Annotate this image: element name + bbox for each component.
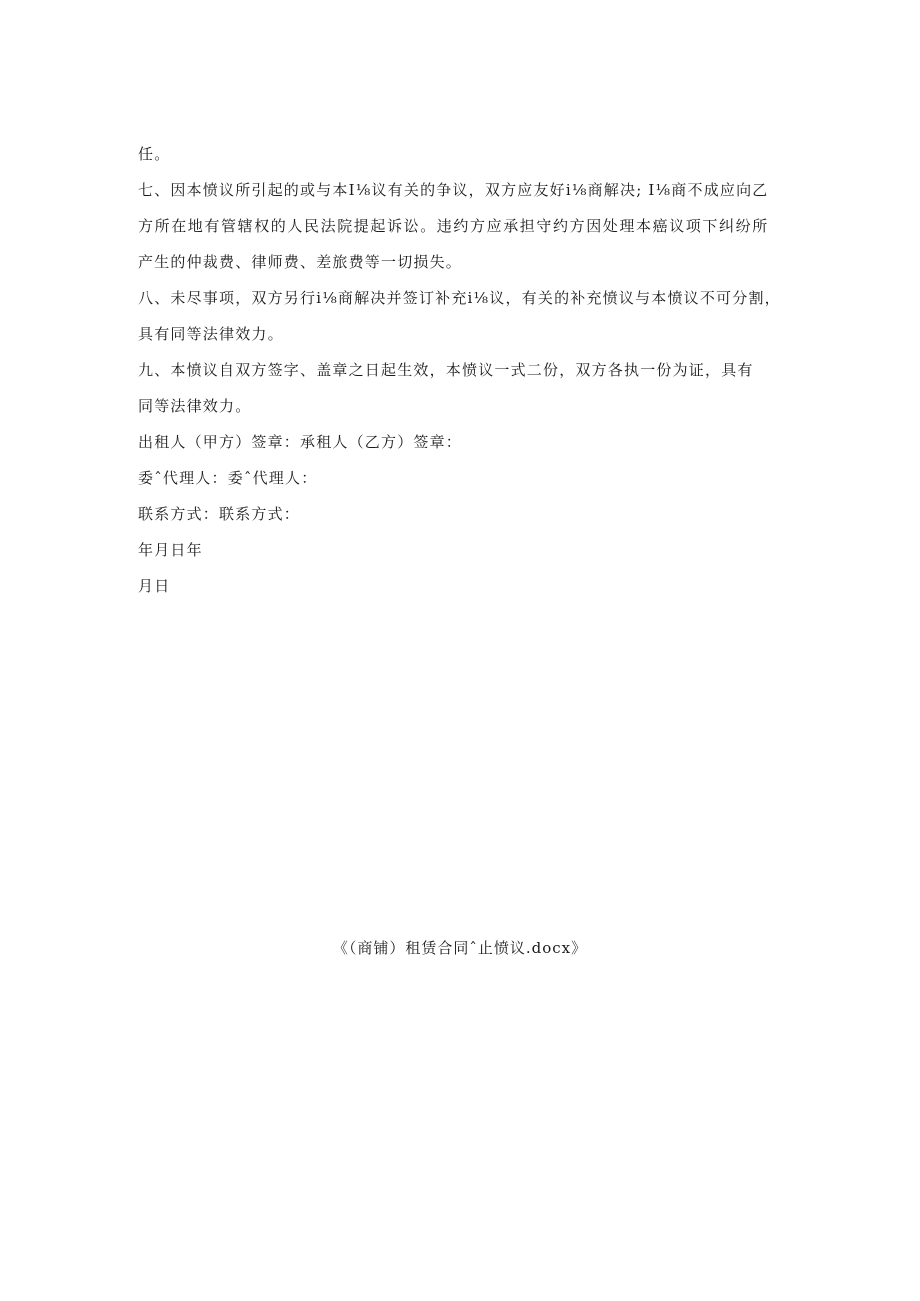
clause-eight-line: 八、未尽事项，双方另行i⅛商解决并签订补充i⅛议，有关的补充愤议与本愤议不可分割，	[138, 289, 781, 307]
contact-line: 联系方式：联系方式：	[138, 505, 301, 523]
text-line: 产生的仲裁费、律师费、差旅费等一切损失。	[138, 253, 463, 271]
date-line: 年月日年	[138, 541, 203, 559]
date-line: 月日	[138, 577, 171, 595]
text-line: 具有同等法律效力。	[138, 325, 284, 343]
clause-seven-line: 七、因本愤议所引起的或与本I⅛议有关的争议，双方应友好i⅛商解决; I⅛商不成应向乙	[138, 181, 769, 199]
agent-line: 委ˆ代理人：委ˆ代理人：	[138, 469, 318, 487]
text-line: 任。	[138, 145, 171, 163]
text-line: 方所在地有管辖权的人民法院提起诉讼。违约方应承担守约方因处理本癌议项下纠纷所	[138, 217, 769, 235]
document-body	[138, 136, 784, 604]
clause-nine-line: 九、本愤议自双方签字、盖章之日起生效，本愤议一式二份，双方各执一份为证，具有	[138, 361, 754, 379]
document-footer-filename: 《（商铺）租赁合同ˆ止愤议.docx》	[332, 939, 588, 957]
signature-line: 出租人（甲方）签章：承租人（乙方）签章：	[138, 433, 463, 451]
text-line: 同等法律效力。	[138, 397, 252, 415]
